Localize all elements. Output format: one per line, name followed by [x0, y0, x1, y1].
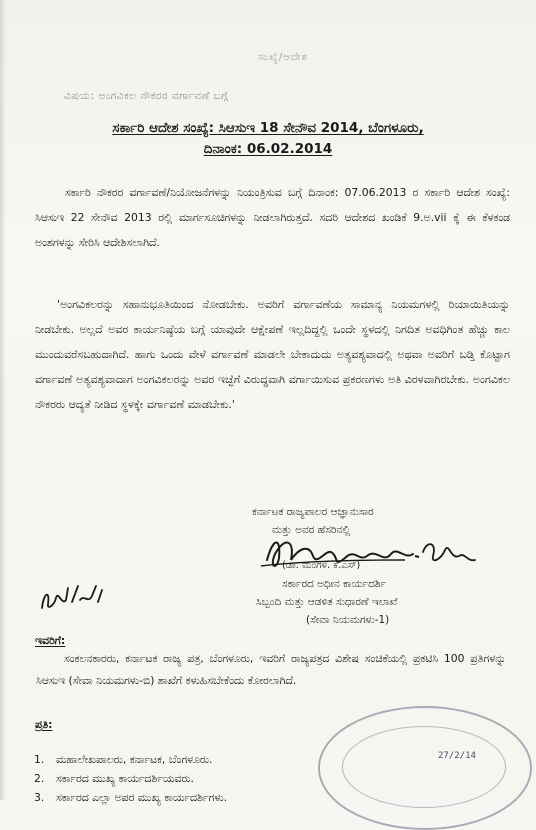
stamp-date: 27/2/14	[438, 751, 476, 761]
order-number: ಸರ್ಕಾರಿ ಆದೇಶ ಸಂಖ್ಯೆ: ಸಿಆಸುಇ 18 ಸೇನೌವ 2014, ಬೆಂಗಳೂರು,	[112, 120, 424, 136]
copies-heading: ಪ್ರತಿ:	[35, 718, 53, 731]
signatory-designation: ಸರ್ಕಾರದ ಅಧೀನ ಕಾರ್ಯದರ್ಶಿ	[282, 578, 387, 590]
list-item-number: 1.	[34, 753, 45, 766]
guideline-paragraph: 'ಅಂಗವಿಕಲರನ್ನು ಸಹಾನುಭೂತಿಯಿಂದ ನೋಡಬೇಕು. ಅವರಿಗೆ ವರ್ಗಾವಣೆಯ ಸಾಮಾನ್ಯ ನಿಯಮಗಳಲ್ಲಿ ರಿಯಾಯಿತಿಯನ್ನು ನೀಡಬೇಕು. ಅಲ್ಲದೆ ಅವರ ಕಾರ್ಯನಿಷ್ಠೆಯ ಬಗ್ಗೆ ಯಾವುದೇ ಆಕ್ಷೇಪಣೆ ಇಲ್ಲದಿದ್ದಲ್ಲಿ ಒಂದೇ ಸ್ಥಳದಲ್ಲಿ ನಿಗದಿತ ಅವಧಿಗಿಂತ ಹೆಚ್ಚು ಕಾಲ ಮುಂದುವರೆಸಬಹುದಾಗಿದೆ. ಹಾಗು ಒಂದು ವೇಳೆ ವರ್ಗಾವಣೆ ಮಾಡಲೇ ಬೇಕಾದುದು ಅತ್ಯವಶ್ಯವಾದಲ್ಲಿ ಅಥವಾ ಅವರಿಗೆ ಬಡ್ತಿ ಕೊಟ್ಟಾಗ ವರ್ಗಾವಣೆ ಅತ್ಯವಶ್ಯವಾದಾಗ ಅಂಗವಿಕಲರನ್ನು ಅವರ ಇಚ್ಛೆಗೆ ವಿರುದ್ಧವಾಗಿ ವರ್ಗಾಯಿಸುವ ಪ್ರಕರಣಗಳು ಅತಿ ವಿರಳವಾಗಿರಬೇಕು. ಅಂಗವಿಕಲ ನೌಕರರು ಆದ್ಯತೆ ನೀಡಿದ ಸ್ಥಳಕ್ಕೇ ವರ್ಗಾವಣೆ ಮಾಡಬೇಕು.'	[35, 298, 510, 411]
signatory-department: ಸಿಬ್ಬಂದಿ ಮತ್ತು ಆಡಳಿತ ಸುಧಾರಣೆ ಇಲಾಖೆ	[256, 596, 398, 608]
subject-line: ವಿಷಯ: ಅಂಗವಿಕಲ ನೌಕರರ ವರ್ಗಾವಣೆ ಬಗ್ಗೆ	[64, 90, 229, 102]
list-item	[34, 769, 227, 788]
authority-line-2: ಮತ್ತು ಅವರ ಹೆಸರಿನಲ್ಲಿ	[272, 524, 351, 536]
list-item-number: 3.	[34, 791, 45, 804]
copy-list	[34, 750, 227, 807]
list-item-text: ಸರ್ಕಾರದ ಮುಖ್ಯ ಕಾರ್ಯದರ್ಶಿಯವರು.	[56, 772, 194, 785]
office-stamp-inner	[342, 726, 506, 808]
list-item	[34, 750, 227, 769]
faded-header-text: ಸಂಖ್ಯೆ/ಆದೇಶ	[258, 52, 308, 63]
list-item-number: 2.	[34, 772, 45, 785]
list-item	[34, 788, 227, 807]
handwritten-initials	[38, 580, 108, 616]
list-item-text: ಮಹಾಲೇಖಪಾಲರು, ಕರ್ನಾಟಕ, ಬೆಂಗಳೂರು.	[56, 753, 213, 766]
intro-paragraph: ಸರ್ಕಾರಿ ನೌಕರರ ವರ್ಗಾವಣೆ/ನಿಯೋಜನೆಗಳನ್ನು ನಿಯಂತ್ರಿಸುವ ಬಗ್ಗೆ ದಿನಾಂಕ: 07.06.2013 ರ ಸರ್ಕಾರಿ ಆದೇಶ ಸಂಖ್ಯೆ: ಸಿಆಸುಇ 22 ಸೇನೌವ 2013 ರಲ್ಲಿ ಮಾರ್ಗಸೂಚಿಗಳನ್ನು ನೀಡಲಾಗಿರುತ್ತದೆ. ಸದರಿ ಆದೇಶದ ಖಂಡಿಕೆ 9.ಅ.vii ಕ್ಕೆ ಈ ಕೆಳಕಂಡ ಅಂಶಗಳನ್ನು ಸೇರಿಸಿ ಆದೇಶಿಸಲಾಗಿದೆ.	[35, 186, 510, 249]
order-reference	[0, 118, 536, 160]
recipients-paragraph: ಸಂಕಲನಕಾರರು, ಕರ್ನಾಟಕ ರಾಜ್ಯ ಪತ್ರ, ಬೆಂಗಳೂರು, ಇವರಿಗೆ ರಾಜ್ಯಪತ್ರದ ವಿಶೇಷ ಸಂಚಿಕೆಯಲ್ಲಿ ಪ್ರಕಟಿಸಿ 100 ಪ್ರತಿಗಳನ್ನು ಸಿಆಸುಇ (ಸೇವಾ ನಿಯಮಗಳು-ಬಿ) ಶಾಖೆಗೆ ಕಳುಹಿಸಬೇಕೆಂದು ಕೋರಲಾಗಿದೆ.	[36, 652, 506, 687]
order-date: ದಿನಾಂಕ: 06.02.2014	[203, 141, 333, 157]
authority-line: ಕರ್ನಾಟಕ ರಾಜ್ಯಪಾಲರ ಆಜ್ಞಾನುಸಾರ	[252, 506, 374, 518]
handwritten-signature	[255, 530, 495, 580]
signatory-name: (ಡಾ. ಮಂಗಳ. ಕೆ.ಎಸ್)	[282, 560, 361, 571]
list-item-text: ಸರ್ಕಾರದ ಎಲ್ಲಾ ಅಪರ ಮುಖ್ಯ ಕಾರ್ಯದರ್ಶಿಗಳು.	[56, 791, 228, 804]
signatory-wing: (ಸೇವಾ ನಿಯಮಗಳು-1)	[306, 614, 390, 626]
recipients-heading: ಇವರಿಗೆ:	[35, 634, 66, 647]
